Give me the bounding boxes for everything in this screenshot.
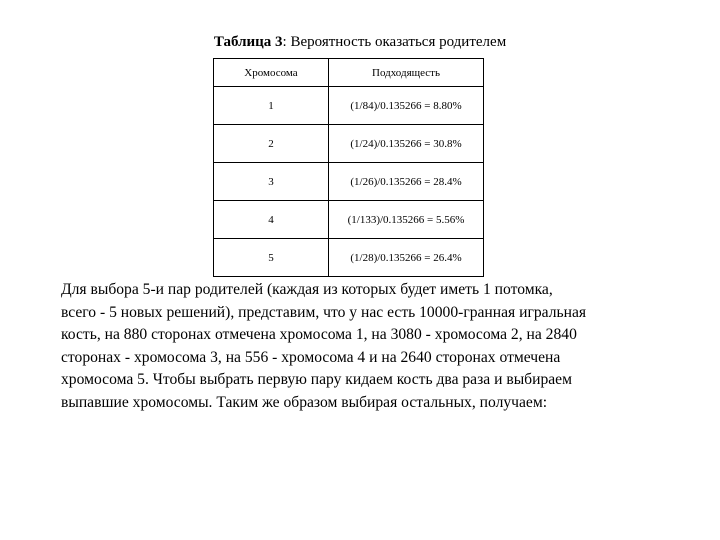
paragraph-line: хромосома 5. Чтобы выбрать первую пару кидаем кость два раза и выбираем [61, 371, 572, 389]
chromosome-cell: 5 [214, 239, 329, 277]
fitness-table [213, 58, 484, 277]
fitness-cell: (1/24)/0.135266 = 30.8% [329, 125, 484, 163]
table-row [214, 87, 484, 125]
body-paragraph [61, 279, 661, 415]
paragraph-line: всего - 5 новых решений), представим, что у нас есть 10000-гранная игральная [61, 303, 587, 321]
paragraph-line: кость, на 880 сторонах отмечена хромосома 1, на 3080 - хромосома 2, на 2840 [61, 326, 577, 344]
paragraph-line: сторонах - хромосома 3, на 556 - хромосома 4 и на 2640 сторонах отмечена [61, 348, 561, 366]
header-chromosome: Хромосома [214, 59, 329, 87]
table-caption-label: Таблица 3 [213, 34, 283, 50]
paragraph-line: Для выбора 5-и пар родителей (каждая из которых будет иметь 1 потомка, [61, 281, 553, 298]
fitness-cell: (1/26)/0.135266 = 28.4% [329, 163, 484, 201]
paragraph-line: выпавшие хромосомы. Таким же образом выбирая остальных, получаем: [61, 393, 548, 411]
table-caption-colon: : [282, 34, 287, 50]
chromosome-cell: 3 [214, 163, 329, 201]
fitness-cell: (1/133)/0.135266 = 5.56% [329, 201, 484, 239]
table-caption [0, 34, 720, 51]
chromosome-cell: 1 [214, 87, 329, 125]
fitness-cell: (1/84)/0.135266 = 8.80% [329, 87, 484, 125]
table-header-row [214, 59, 484, 87]
chromosome-cell: 4 [214, 201, 329, 239]
table-caption-title: Вероятность оказаться родителем [290, 34, 507, 50]
chromosome-cell: 2 [214, 125, 329, 163]
table-row [214, 239, 484, 277]
fitness-cell: (1/28)/0.135266 = 26.4% [329, 239, 484, 277]
header-fitness: Подходящесть [329, 59, 484, 87]
table-row [214, 163, 484, 201]
table-row [214, 201, 484, 239]
table-row [214, 125, 484, 163]
